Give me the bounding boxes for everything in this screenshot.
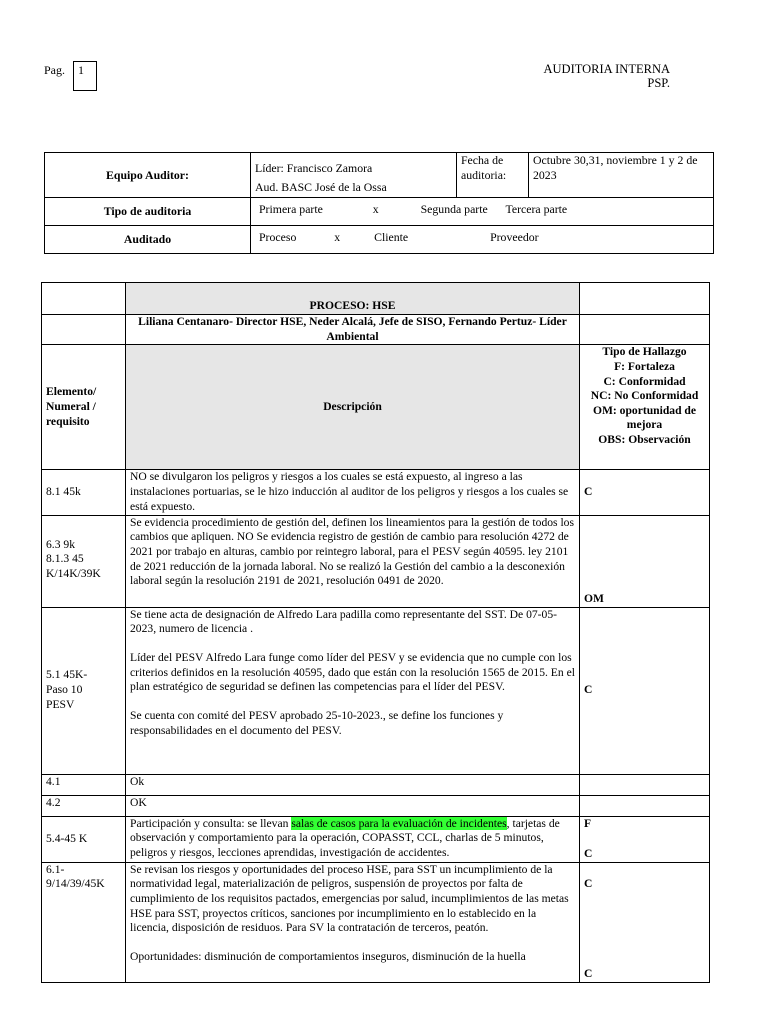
auditado-mark: x [334,230,341,244]
title-line-2: PSP. [647,76,670,90]
col-header-elemento: Elemento/ Numeral / requisito [42,345,126,470]
row-descripcion: NO se divulgaron los peligros y riesgos a los cuales se está expuesto, al ingreso a las instalaciones portuarias, se le hizo inducción al auditor de los peligros y riesgos a los cuales se está expuesto. [126,470,580,515]
row-tipo [580,862,710,982]
audit-info-table [44,152,714,254]
page-number-box: 1 [73,61,97,91]
table-row [42,816,710,862]
row-elemento: 4.1 [42,774,126,795]
auditado-options [251,226,714,254]
descripcion-text: , tarjetas de observación y comportamiento para la operación, COPASST, CCL, charlas de 5 minutos, peligros y riesgos, lecciones aprendidas, investigación de accidentes. [130,816,560,859]
row-elemento: 6.3 9k 8.1.3 45 K/14K/39K [42,515,126,607]
fecha-label: Fecha de auditoria: [457,153,529,198]
row-tipo [580,774,710,795]
tipo-value: F [584,816,592,830]
descripcion-paragraph: Líder del PESV Alfredo Lara funge como líder del PESV y se evidencia que no cumple con los criterios definidos en la resolución 40595, dado que están con la resolución 1565 de 2015. En el plan estratégico de seguridad se definen las competencias para el líder del PESV. [130,650,575,694]
row-descripcion [126,607,580,774]
row-tipo [580,816,710,862]
row-tipo: OM [580,515,710,607]
blank-cell [580,315,710,345]
row-elemento: 6.1- 9/14/39/45K [42,862,126,982]
tipo-mark: x [372,202,379,216]
col-header-descripcion: Descripción [126,345,580,470]
row-descripcion [126,816,580,862]
auditor-names [251,153,457,198]
row-tipo: C [580,470,710,515]
participants: Liliana Centanaro- Director HSE, Neder Alcalá, Jefe de SISO, Fernando Pertuz- Líder Ambiental [126,315,580,345]
highlighted-text: salas de casos para la evaluación de incidentes [291,816,507,830]
title-line-1: AUDITORIA INTERNA [543,62,670,76]
tipo-value: C [584,876,593,890]
row-descripcion [126,862,580,982]
auditado-proveedor: Proveedor [490,230,539,244]
row-tipo [580,795,710,816]
tipo-primera-parte: Primera parte [259,202,323,216]
row-tipo: C [580,607,710,774]
row-descripcion: OK [126,795,580,816]
table-row [42,607,710,774]
col-header-tipo: Tipo de Hallazgo F: Fortaleza C: Conformidad NC: No Conformidad OM: oportunidad de mejora OBS: Observación [580,345,710,470]
tipo-auditoria-label: Tipo de auditoria [45,198,251,226]
auditado-cliente: Cliente [374,230,409,244]
process-findings-table [41,282,710,983]
row-descripcion: Ok [126,774,580,795]
row-elemento: 5.1 45K- Paso 10 PESV [42,607,126,774]
table-row [42,515,710,607]
auditado-proceso: Proceso [259,230,297,244]
lider-name: Líder: Francisco Zamora [255,161,373,175]
tipo-tercera-parte: Tercera parte [505,202,568,216]
row-elemento: 8.1 45k [42,470,126,515]
descripcion-paragraph: Se cuenta con comité del PESV aprobado 25-10-2023., se define los funciones y responsabilidades en el documento del PESV. [130,709,504,737]
aud-name: Aud. BASC José de la Ossa [255,180,387,194]
table-row [42,470,710,515]
auditado-label: Auditado [45,226,251,254]
document-title [470,62,670,90]
tipo-value: C [584,846,593,860]
blank-cell [42,315,126,345]
descripcion-paragraph: Oportunidades: disminución de comportamientos inseguros, disminución de la huella [130,950,526,964]
blank-cell [42,283,126,315]
tipo-auditoria-options [251,198,714,226]
blank-cell [580,283,710,315]
tipo-segunda-parte: Segunda parte [420,202,488,216]
descripcion-paragraph: Se revisan los riesgos y oportunidades del proceso HSE, para SST un incumplimiento de la normatividad legal, materialización de peligros, suspensión de proyectos por falta de cumplimiento de los requisitos pactados, emergencias por salud, incumplimientos de las metas HSE para SST, proyectos críticos, sanciones por incumplimiento en lo establecido en la licencia, disposición de residuos. Para SV la contratación de terceros, peatón. [130,862,569,935]
row-elemento: 4.2 [42,795,126,816]
descripcion-paragraph: Se tiene acta de designación de Alfredo Lara padilla como representante del SST. De 07-05-2023, numero de licencia . [130,607,557,636]
row-elemento: 5.4-45 K [42,816,126,862]
page-label: Pag. [44,63,65,77]
row-descripcion: Se evidencia procedimiento de gestión del, definen los lineamientos para la gestión de todos los cambios que apliquen. NO Se evidencia registro de gestión de cambio para resolución 4272 de 2021 por trabajo en alturas, cambio por reintegro laboral, para el PESV según 40595. ley 2101 de 2021 reducción de la jornada laboral. No se realizó la Gestión del cambio a la desconexión laboral según la resolución 2191 de 2021, resolución 0491 de 2020. [126,515,580,607]
table-row [42,862,710,982]
table-row [42,774,710,795]
equipo-auditor-label: Equipo Auditor: [45,153,251,198]
fecha-value: Octubre 30,31, noviembre 1 y 2 de 2023 [529,153,714,198]
table-row [42,795,710,816]
descripcion-text: Participación y consulta: se llevan [130,816,292,830]
proceso-title: PROCESO: HSE [126,283,580,315]
tipo-value: C [584,966,593,980]
